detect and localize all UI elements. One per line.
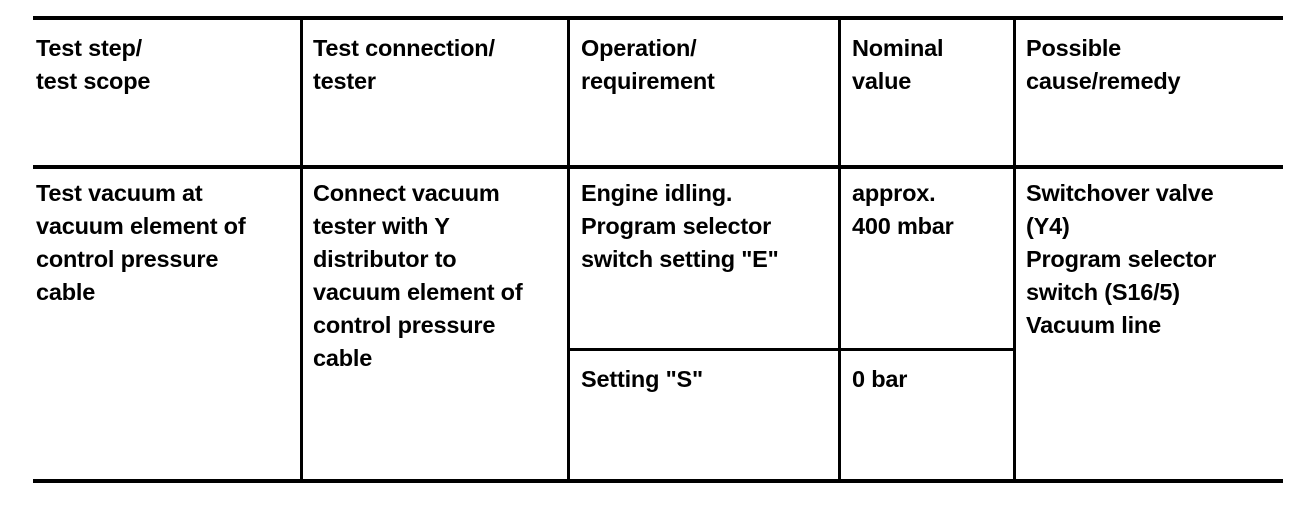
- cell-test-step: Test vacuum at vacuum element of control pressure cable: [36, 180, 246, 305]
- cell-possible-cause: Switchover valve (Y4) Program selector switch (S16/5) Vacuum line: [1026, 180, 1217, 338]
- cell-nominal-value-2: 0 bar: [852, 366, 908, 392]
- column-divider-4: [1013, 16, 1016, 483]
- sub-row-rule: [568, 348, 1015, 351]
- cell-nominal-value-1: approx. 400 mbar: [852, 180, 954, 239]
- header-possible-cause: Possible cause/remedy: [1026, 35, 1181, 94]
- header-bottom-rule: [33, 165, 1283, 169]
- header-operation: Operation/ requirement: [581, 35, 715, 94]
- header-nominal-value: Nominal value: [852, 35, 944, 94]
- column-divider-1: [300, 16, 303, 483]
- table-bottom-rule: [33, 479, 1283, 483]
- header-test-step: Test step/ test scope: [36, 35, 151, 94]
- header-test-connection: Test connection/ tester: [313, 35, 495, 94]
- column-divider-2: [567, 16, 570, 483]
- cell-test-connection: Connect vacuum tester with Y distributor to vacuum element of control pressure cable: [313, 180, 523, 371]
- cell-operation-2: Setting "S": [581, 366, 703, 392]
- cell-operation-1: Engine idling. Program selector switch setting "E": [581, 180, 779, 272]
- column-divider-3: [838, 16, 841, 483]
- table-top-rule: [33, 16, 1283, 20]
